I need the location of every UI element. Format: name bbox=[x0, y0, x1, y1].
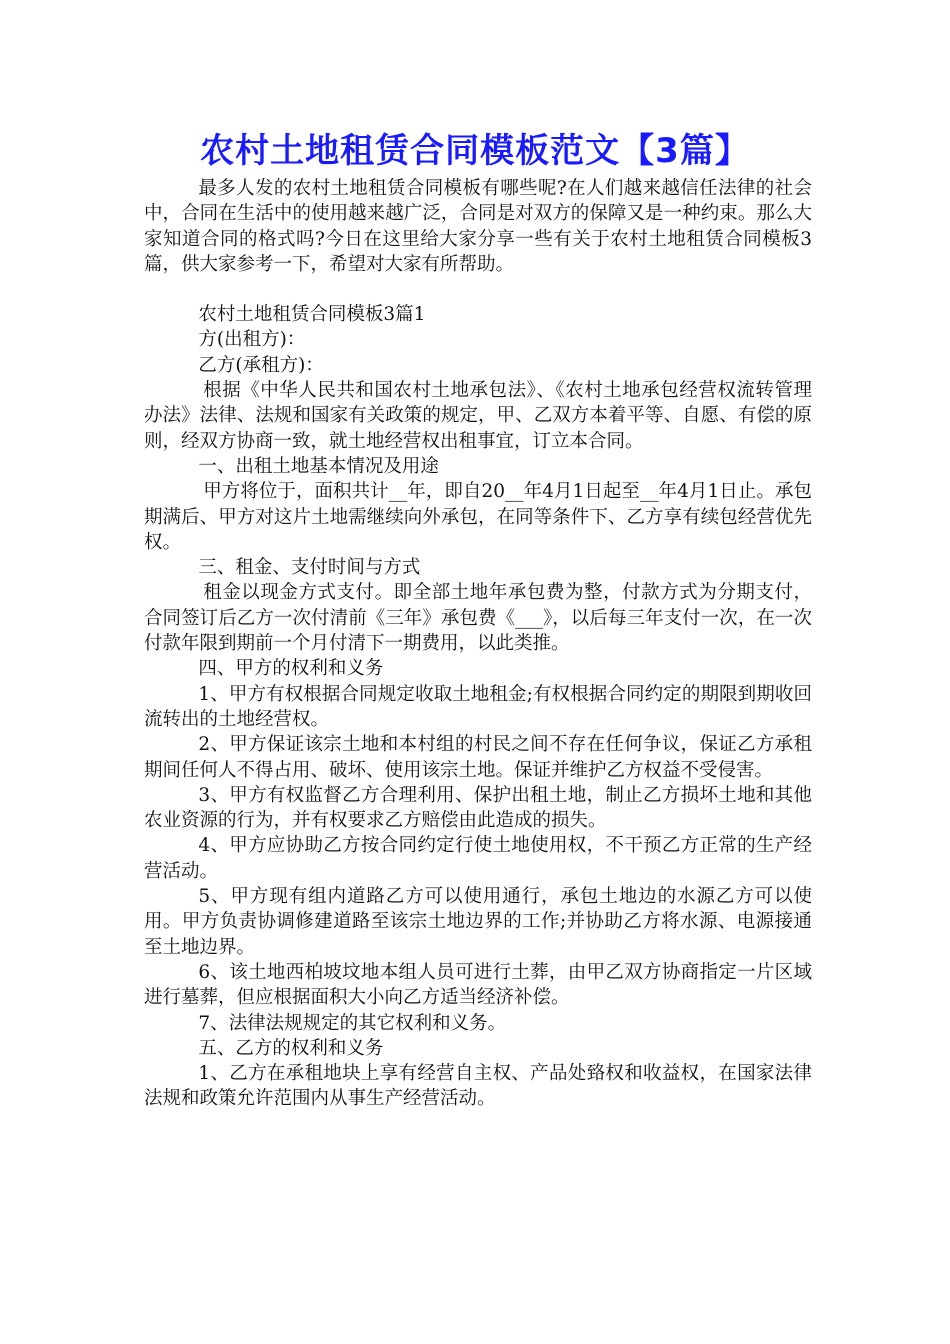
document-title: 农村土地租赁合同模板范文【3篇】 bbox=[200, 131, 750, 171]
list-item: 2、甲方保证该宗土地和本村组的村民之间不存在任何争议，保证乙方承租期间任何人不得占用、破坏、使用该宗土地。保证并维护乙方权益不受侵害。 bbox=[144, 734, 812, 781]
party-b-line: 乙方(承租方)： bbox=[198, 354, 324, 376]
clause-heading-4: 四、甲方的权利和义务 bbox=[198, 658, 384, 680]
intro-paragraph: 最多人发的农村土地租赁合同模板有哪些呢?在人们越来越信任法律的社会中，合同在生活中的使用越来越广泛，合同是对双方的保障又是一种约束。那么大家知道合同的格式吗?今日在这里给大家分享一些有关于农村土地租赁合同模板3篇，供大家参考一下，希望对大家有所帮助。 bbox=[144, 178, 812, 275]
list-item: 6、该土地西柏坡坟地本组人员可进行土葬，由甲乙双方协商指定一片区域进行墓葬，但应根据面积大小向乙方适当经济补偿。 bbox=[144, 961, 812, 1009]
section-title: 农村土地租赁合同模板3篇1 bbox=[198, 304, 426, 326]
list-item: 1、甲方有权根据合同规定收取土地租金;有权根据合同约定的期限到期收回流转出的土地经营权。 bbox=[144, 683, 812, 730]
list-item: 1、乙方在承租地块上享有经营自主权、产品处臵权和收益权，在国家法律法规和政策允许范围内从事生产经营活动。 bbox=[144, 1063, 812, 1110]
clause-paragraph-1: 甲方将位于，面积共计__年，即自20__年4月1日起至__年4月1日止。承包期满后、甲方对这片土地需继续向外承包，在同等条件下、乙方享有续包经营优先权。 bbox=[144, 481, 812, 553]
party-a-line: 方(出租方)： bbox=[198, 329, 306, 351]
clause-paragraph-3: 租金以现金方式支付。即全部土地年承包费为整，付款方式为分期支付，合同签订后乙方一次付清前《三年》承包费《___》，以后每三年支付一次，在一次付款年限到期前一个月付清下一期费用，以此类推。 bbox=[144, 582, 812, 655]
clause-heading-1: 一、出租土地基本情况及用途 bbox=[198, 455, 439, 477]
blank-line bbox=[144, 277, 812, 302]
clause-heading-3: 三、租金、支付时间与方式 bbox=[198, 557, 421, 579]
document-body bbox=[144, 176, 812, 1112]
list-item: 4、甲方应协助乙方按合同约定行使土地使用权，不干预乙方正常的生产经营活动。 bbox=[144, 835, 812, 882]
preamble-paragraph: 根据《中华人民共和国农村土地承包法》、《农村土地承包经营权流转管理办法》法律、法规和国家有关政策的规定，甲、乙双方本着平等、自愿、有偿的原则，经双方协商一致，就土地经营权出租事宜，订立本合同。 bbox=[144, 380, 812, 452]
list-item: 3、甲方有权监督乙方合理利用、保护出租土地，制止乙方损坏土地和其他农业资源的行为，并有权要求乙方赔偿由此造成的损失。 bbox=[144, 784, 812, 832]
list-item: 5、甲方现有组内道路乙方可以使用通行，承包土地边的水源乙方可以使用。甲方负责协调修建道路至该宗土地边界的工作;并协助乙方将水源、电源接通至土地边界。 bbox=[144, 886, 812, 958]
clause-heading-5: 五、乙方的权利和义务 bbox=[198, 1037, 384, 1059]
list-item: 7、法律法规规定的其它权利和义务。 bbox=[198, 1012, 507, 1034]
